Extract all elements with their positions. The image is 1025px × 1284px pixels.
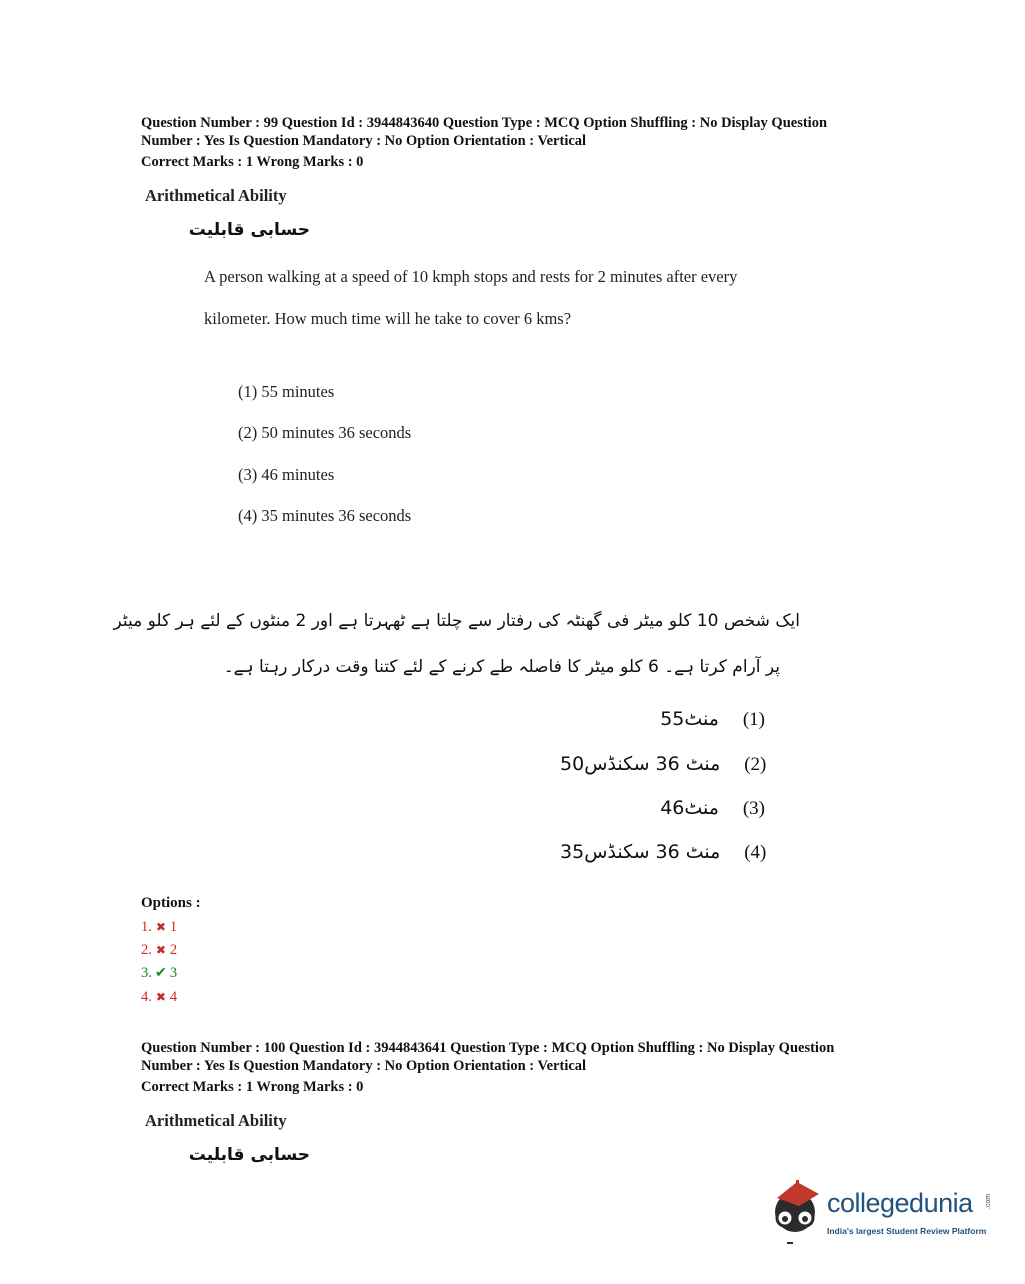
- subject-title-urdu: حسابی قابلیت: [188, 220, 310, 240]
- check-icon: ✔: [155, 966, 167, 981]
- question-100-meta: [141, 1039, 834, 1096]
- brand-suffix: .com: [985, 1193, 993, 1210]
- subject-title: Arithmetical Ability: [145, 1111, 287, 1130]
- mascot-icon: [767, 1176, 825, 1246]
- option-ur-text: 55منٹ: [660, 708, 719, 730]
- answer-option-index: 3.: [141, 965, 152, 981]
- answer-option-1: [141, 919, 177, 936]
- question-99-meta: [141, 114, 827, 171]
- collegedunia-logo: [767, 1176, 997, 1246]
- question-text-urdu-line-2: پر آرام کرتا ہے۔ 6 کلو میٹر کا فاصلہ طے کرنے کے لئے کتنا وقت درکار رہتا ہے۔: [223, 657, 780, 677]
- answer-option-value: 2: [169, 942, 178, 958]
- brand-tagline: India's largest Student Review Platform: [827, 1226, 987, 1236]
- brand-name: collegedunia: [827, 1188, 973, 1218]
- option-ur-text: 35منٹ 36 سکنڈس: [560, 841, 721, 863]
- subject-title-urdu: حسابی قابلیت: [188, 1145, 310, 1165]
- meta-line-2: Number : Yes Is Question Mandatory : No Option Orientation : Vertical: [141, 133, 587, 149]
- answer-option-value: 3: [169, 965, 178, 981]
- wrong-icon: ✖: [155, 920, 166, 934]
- option-ur-1: [600, 708, 765, 731]
- option-ur-number: (3): [742, 798, 765, 819]
- answer-option-2: [141, 942, 177, 959]
- option-ur-4: [560, 841, 765, 864]
- answer-option-index: 1.: [141, 919, 152, 935]
- option-ur-number: (1): [742, 709, 765, 730]
- option-ur-text: 50منٹ 36 سکنڈس: [560, 753, 721, 775]
- wrong-icon: ✖: [155, 943, 166, 957]
- option-ur-number: (4): [744, 842, 767, 863]
- option-en-3: (3) 46 minutes: [238, 465, 335, 484]
- marks-line: Correct Marks : 1 Wrong Marks : 0: [141, 154, 364, 170]
- marks-line: Correct Marks : 1 Wrong Marks : 0: [141, 1079, 364, 1095]
- answer-option-value: 1: [169, 919, 178, 935]
- option-ur-2: [560, 753, 765, 776]
- answer-option-3: [141, 965, 177, 982]
- answer-option-index: 2.: [141, 942, 152, 958]
- option-en-4: (4) 35 minutes 36 seconds: [238, 506, 412, 525]
- meta-line-1: Question Number : 99 Question Id : 3944843640 Question Type : MCQ Option Shuffling : No Display Question: [141, 115, 828, 131]
- option-en-1: (1) 55 minutes: [238, 382, 335, 401]
- answer-option-index: 4.: [141, 989, 152, 1005]
- meta-line-2: Number : Yes Is Question Mandatory : No Option Orientation : Vertical: [141, 1058, 587, 1074]
- wrong-icon: ✖: [155, 990, 166, 1004]
- option-en-2: (2) 50 minutes 36 seconds: [238, 423, 412, 442]
- option-ur-3: [600, 797, 765, 820]
- question-text-urdu-line-1: ایک شخص 10 کلو میٹر فی گھنٹہ کی رفتار سے چلتا ہے ٹھہرتا ہے اور 2 منٹوں کے لئے ہر کلو میٹر: [113, 611, 800, 631]
- option-ur-number: (2): [744, 754, 767, 775]
- answer-option-4: [141, 989, 177, 1006]
- option-ur-text: 46منٹ: [660, 797, 719, 819]
- subject-title: Arithmetical Ability: [145, 186, 287, 205]
- meta-line-1: Question Number : 100 Question Id : 3944843641 Question Type : MCQ Option Shuffling : No Display Question: [141, 1040, 835, 1056]
- options-label: Options :: [141, 895, 201, 911]
- answer-option-value: 4: [169, 989, 178, 1005]
- question-text-line-1: A person walking at a speed of 10 kmph stops and rests for 2 minutes after every: [204, 267, 738, 286]
- question-text-line-2: kilometer. How much time will he take to cover 6 kms?: [204, 309, 572, 328]
